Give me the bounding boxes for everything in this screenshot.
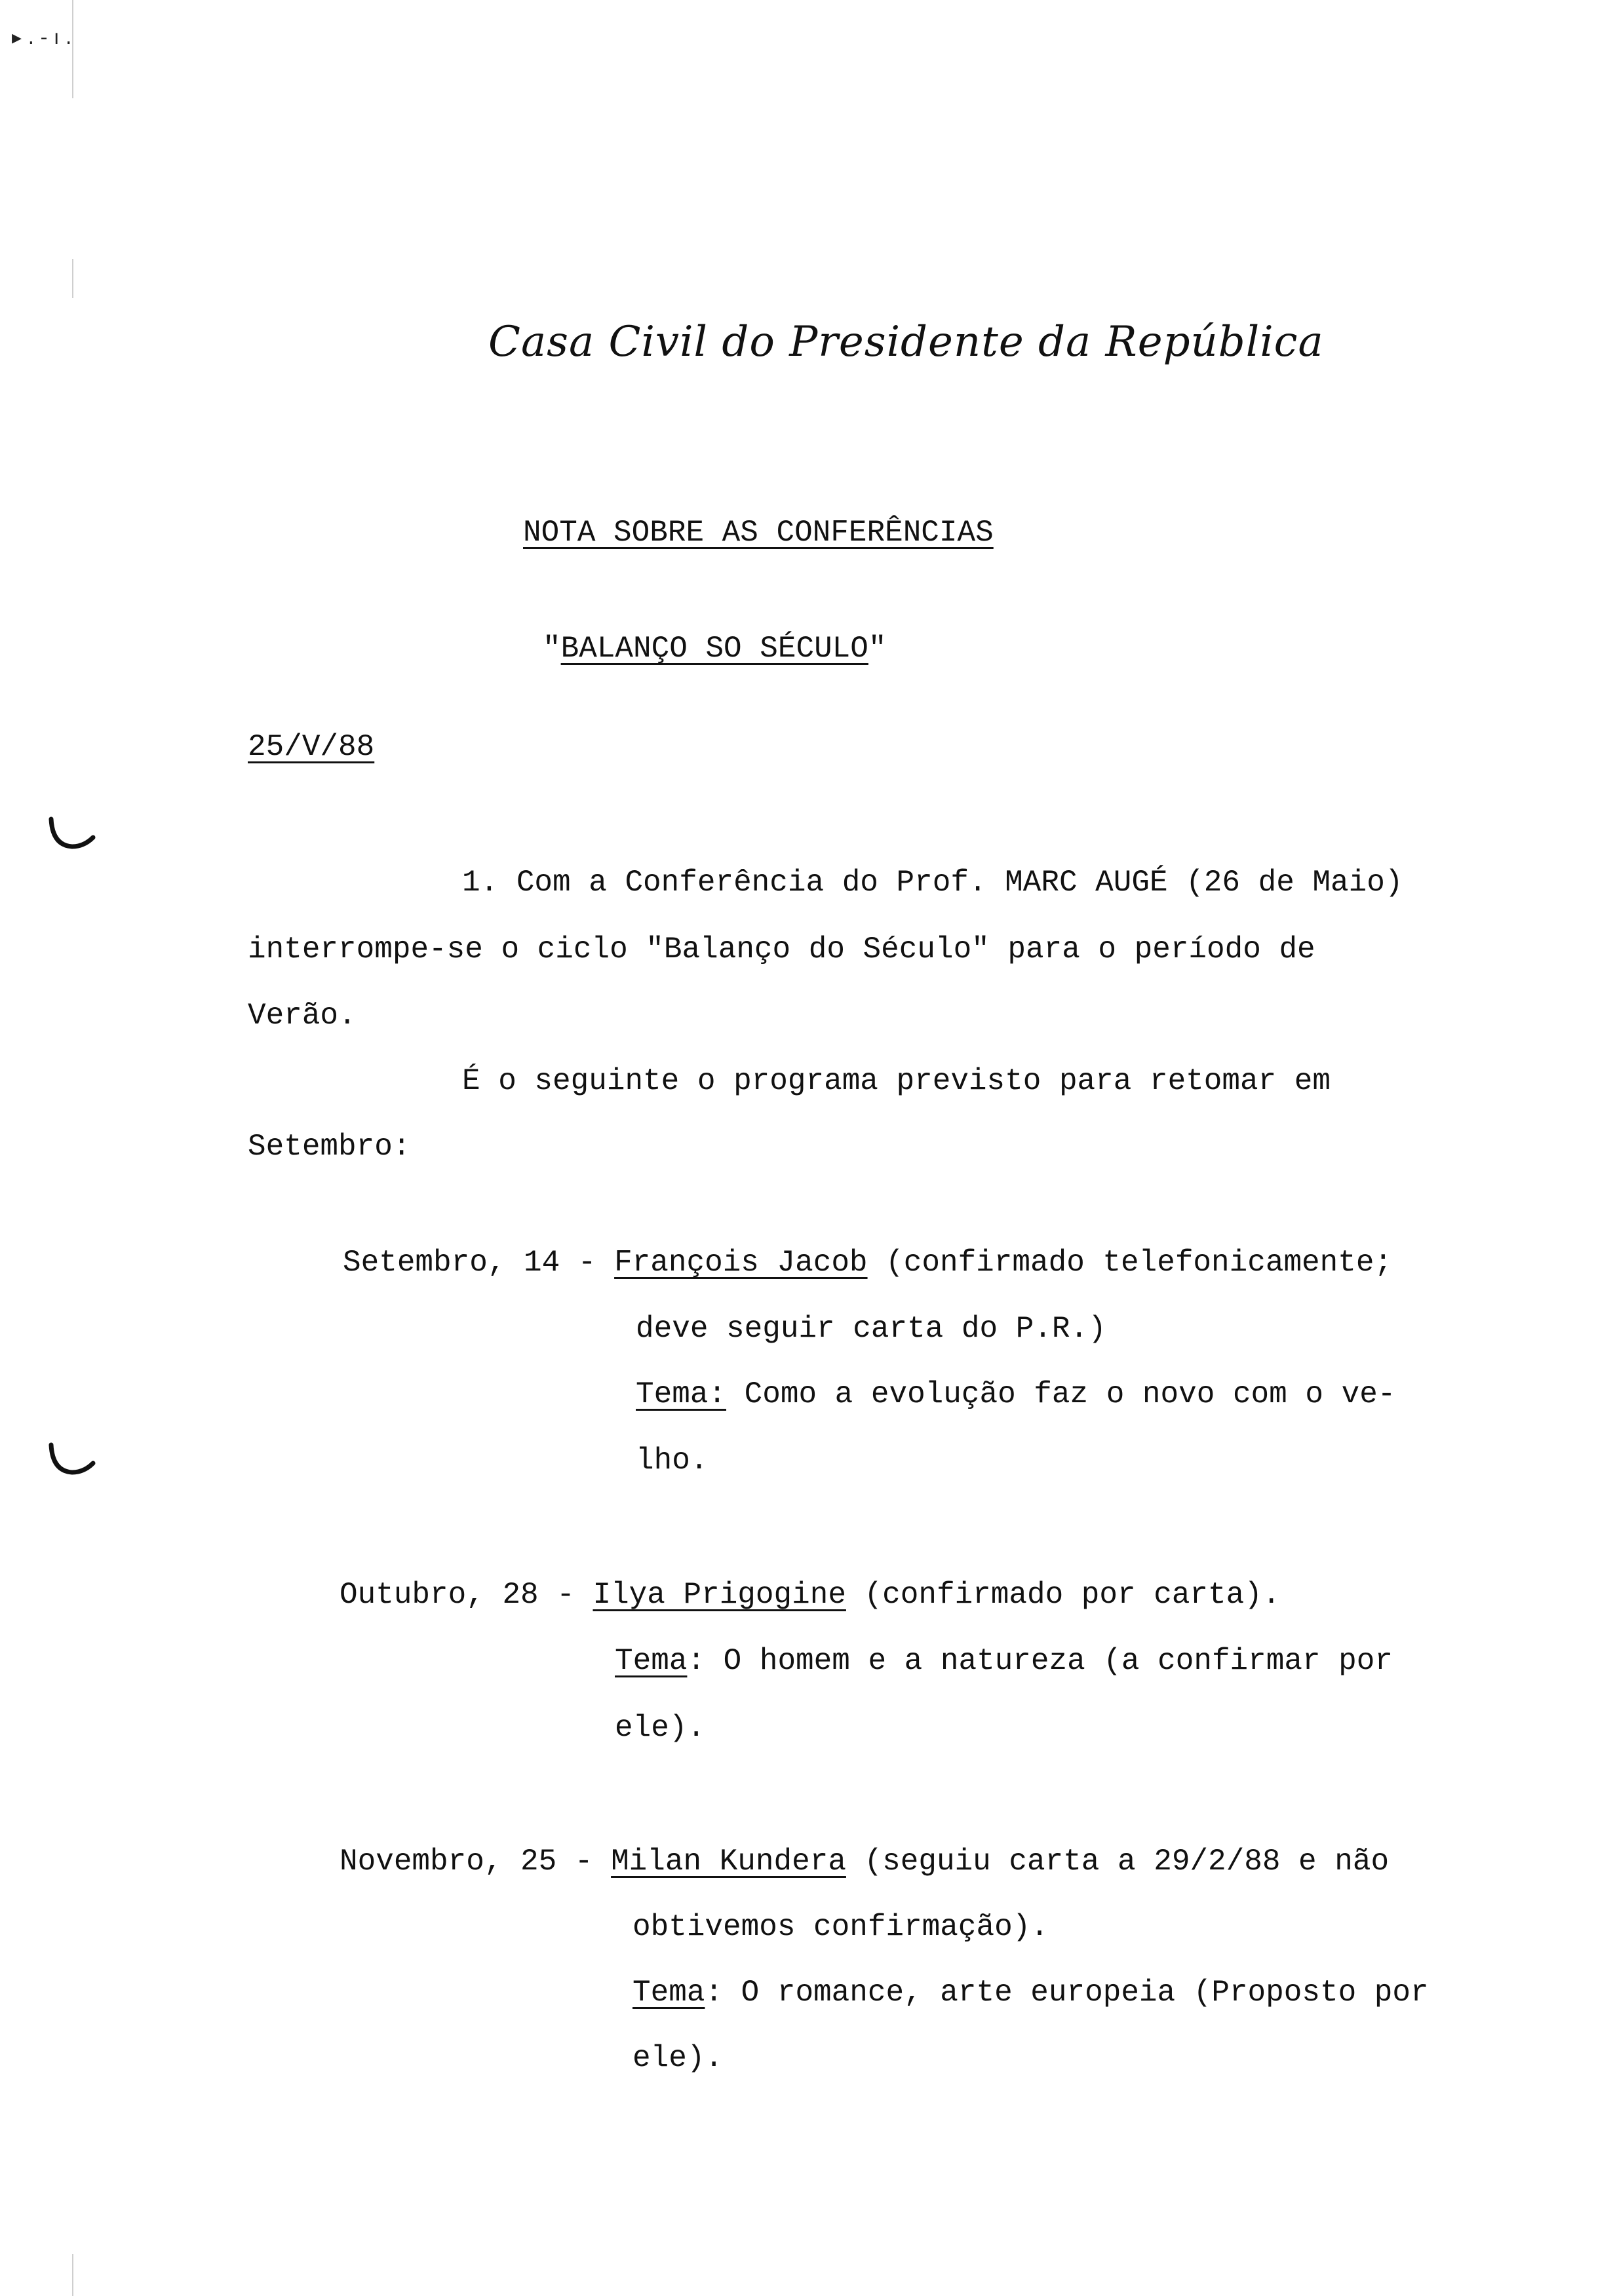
paragraph-1-line-1: 1. Com a Conferência do Prof. MARC AUGÉ (26 de Maio) [462, 866, 1403, 900]
paragraph-1-line-2: interrompe-se o ciclo "Balanço do Século" para o período de [248, 932, 1315, 966]
schedule-entry-tema: Tema: O romance, arte europeia (Proposto por [632, 1976, 1429, 2010]
scan-edge-line [72, 2254, 73, 2296]
tema-label: Tema [615, 1644, 688, 1678]
binder-mark-icon [46, 1438, 98, 1491]
speaker-name: Milan Kundera [611, 1845, 846, 1879]
scan-edge-line [72, 0, 73, 98]
schedule-entry-date: Novembro, 25 - Milan Kundera (seguiu carta a 29/2/88 e não [340, 1845, 1390, 1879]
paragraph-2-line-2: Setembro: [248, 1130, 411, 1164]
document-date: 25/V/88 [248, 730, 375, 764]
schedule-entry-tema: Tema: O homem e a natureza (a confirmar por [615, 1644, 1393, 1678]
speaker-name: François Jacob [614, 1246, 868, 1280]
document-subtitle: "BALANÇO SO SÉCULO" [543, 632, 887, 666]
binder-mark-icon [46, 813, 98, 865]
schedule-entry-date: Setembro, 14 - François Jacob (confirmado telefonicamente; [343, 1246, 1393, 1280]
schedule-entry-status: obtivemos confirmação). [632, 1910, 1049, 1944]
schedule-entry-tema-cont: ele). [632, 2041, 724, 2075]
schedule-entry-date: Outubro, 28 - Ilya Prigogine (confirmado por carta). [340, 1578, 1281, 1612]
document-title: NOTA SOBRE AS CONFERÊNCIAS [523, 516, 994, 550]
tema-label: Tema: [636, 1377, 727, 1411]
schedule-entry-status: deve seguir carta do P.R.) [636, 1312, 1106, 1346]
schedule-entry-tema-cont: ele). [615, 1711, 706, 1745]
speaker-name: Ilya Prigogine [593, 1578, 846, 1612]
tema-label: Tema [632, 1976, 705, 2010]
subtitle-underlined: BALANÇO SO SÉCULO [560, 632, 868, 666]
scan-edge-line [72, 259, 73, 298]
letterhead: Casa Civil do Presidente da República [488, 318, 1324, 366]
paragraph-1-line-3: Verão. [248, 999, 357, 1033]
schedule-entry-tema: Tema: Como a evolução faz o novo com o ve- [636, 1377, 1396, 1411]
scan-corner-mark: ▸ . - ı . [12, 26, 72, 49]
paragraph-2-line-1: É o seguinte o programa previsto para retomar em [462, 1064, 1331, 1098]
schedule-entry-tema-cont: lho. [636, 1444, 709, 1478]
